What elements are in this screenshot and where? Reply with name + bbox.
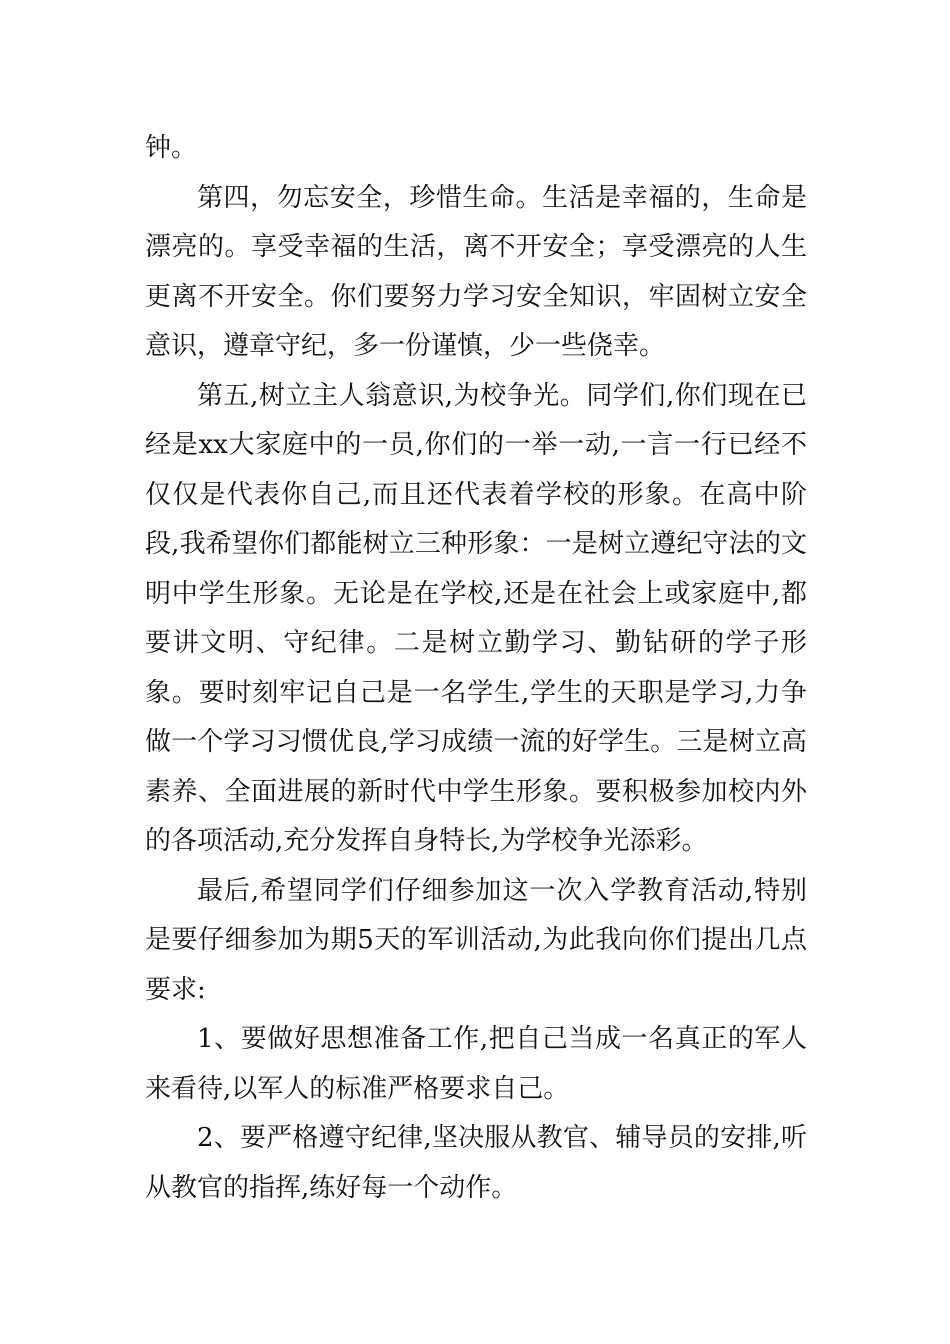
paragraph-ownership: 第五,树立主人翁意识,为校争光。同学们,你们现在已经是xx大家庭中的一员,你们的一举一动,一言一行已经不仅仅是代表你自己,而且还代表着学校的形象。在高中阶段,我希望你们都能树立三种形象：一是树立遵纪守法的文明中学生形象。无论是在学校,还是在社会上或家庭中,都要讲文明、守纪律。二是树立勤学习、勤钻研的学子形象。要时刻牢记自己是一名学生,学生的天职是学习,力争做一个学习习惯优良,学习成绩一流的好学生。三是树立高素养、全面进展的新时代中学生形象。要积极参加校内外的各项活动,充分发挥自身特长,为学校争光添彩。 (145, 380, 807, 856)
list-item-2: 2、要严格遵守纪律,坚决服从教官、辅导员的安排,听从教官的指挥,练好每一个动作。 (145, 1123, 807, 1203)
paragraph-final-requests: 最后,希望同学们仔细参加这一次入学教育活动,特别是要仔细参加为期5天的军训活动,为此我向你们提出几点要求: (145, 875, 807, 1005)
paragraph-safety: 第四，勿忘安全，珍惜生命。生活是幸福的，生命是漂亮的。享受幸福的生活，离不开安全；享受漂亮的人生更离不开安全。你们要努力学习安全知识，牢固树立安全意识，遵章守纪，多一份谨慎，少一些侥幸。 (145, 182, 807, 361)
list-item-1: 1、要做好思想准备工作,把自己当成一名真正的军人来看待,以军人的标准严格要求自己。 (145, 1024, 807, 1104)
paragraph-continuation: 钟。 (145, 133, 198, 163)
body-text (145, 124, 807, 1213)
